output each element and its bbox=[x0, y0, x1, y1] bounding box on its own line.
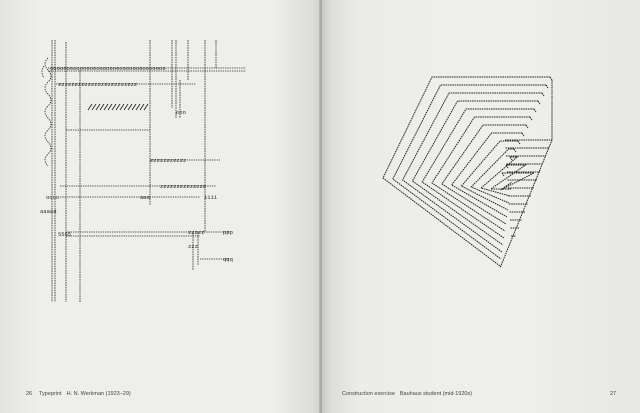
nested-frame-corner bbox=[518, 141, 520, 144]
nested-frame-corner bbox=[514, 149, 516, 152]
right-caption-credit: Bauhaus student (mid-1920s) bbox=[399, 391, 473, 397]
left-caption bbox=[39, 391, 131, 397]
nested-frame-corner bbox=[550, 77, 552, 80]
typeprint-mark-l: zzz bbox=[188, 243, 198, 250]
typeprint-row-e: zzzzzzzzzzzzzz bbox=[160, 183, 207, 190]
right-page-number: 27 bbox=[610, 391, 617, 397]
typeprint-row-f: zzzzz bbox=[188, 229, 205, 236]
typeprint-mark-j: aaaaa bbox=[40, 208, 57, 215]
nested-frame bbox=[432, 117, 530, 231]
typeprint-mark-m: ppp bbox=[223, 229, 233, 236]
typeprint-row-d: zzzzzzzzzzz bbox=[150, 157, 187, 164]
nested-frame bbox=[481, 157, 517, 196]
typeprint-row-a: ooooooooooooooooooooooooooooooooooo bbox=[50, 65, 166, 72]
right-caption-title: Construction exercise bbox=[342, 391, 395, 397]
right-caption bbox=[342, 391, 472, 397]
typeprint-mark-h: aaa bbox=[140, 194, 150, 201]
nested-frame bbox=[491, 165, 526, 189]
left-caption-credit: H. N. Werkman (1923–29) bbox=[66, 391, 131, 397]
nested-frame bbox=[383, 77, 550, 266]
left-page-number: 26 bbox=[26, 391, 33, 397]
left-caption-title: Typeprint bbox=[39, 391, 62, 397]
typeprint-mark-o: ooo bbox=[176, 109, 186, 116]
nested-frame-corner bbox=[546, 85, 548, 88]
nested-frame-corner bbox=[526, 125, 528, 128]
outer-frame-edge bbox=[500, 80, 552, 268]
typeprint-mark-k: 5555 bbox=[58, 231, 72, 238]
nested-frame bbox=[393, 85, 546, 259]
nested-frame-corner bbox=[522, 133, 524, 136]
nested-frame-corner bbox=[534, 109, 536, 112]
nested-frame-corner bbox=[530, 117, 532, 120]
typeprint-mark-n: qqq bbox=[223, 256, 233, 263]
typeprint-mark-i: 1111 bbox=[204, 194, 218, 201]
construction-exercise-artwork bbox=[322, 0, 640, 413]
nested-frame bbox=[501, 173, 534, 190]
nested-frame-corner bbox=[542, 93, 544, 96]
right-page bbox=[322, 0, 640, 413]
nested-frame bbox=[461, 141, 518, 210]
typeprint-row-b: zzzzzzzzzzzzzzzzzzzzzzzz bbox=[58, 81, 138, 88]
typeprint-mark-g: oooo bbox=[46, 194, 60, 201]
nested-frame-corner bbox=[538, 101, 540, 104]
